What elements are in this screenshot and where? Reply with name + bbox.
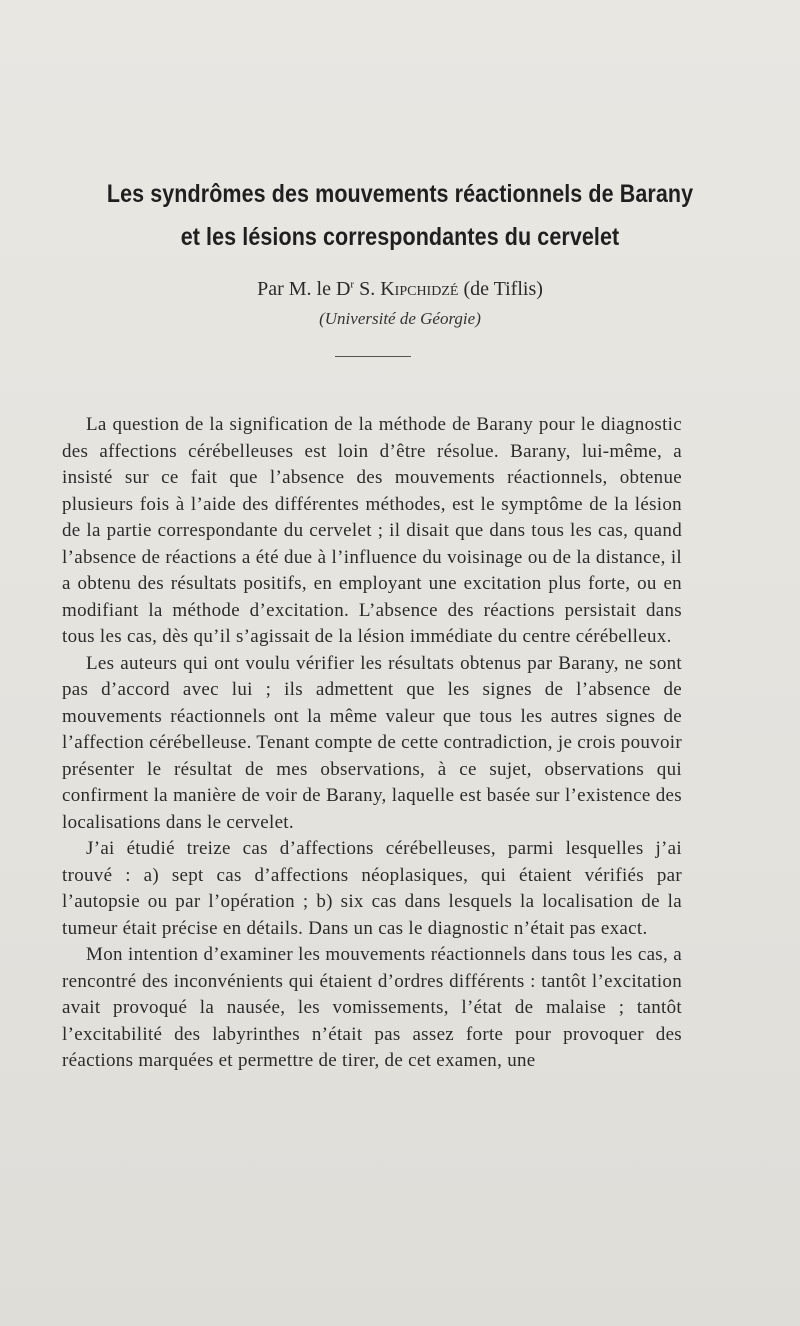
title-separator-rule bbox=[335, 356, 411, 357]
author-place: (de Tiflis) bbox=[463, 278, 543, 300]
article-title-line-2: et les lésions correspondantes du cervelet bbox=[180, 223, 620, 251]
author-line bbox=[0, 278, 800, 301]
body-paragraph: Les auteurs qui ont voulu vérifier les résultats obtenus par Barany, ne sont pas d’accord avec lui ; ils admettent que les signes de l’absence de mouvements réactionnels ont la même valeur que tous les autres signes de l’affection cérébelleuse. Tenant compte de cette contradiction, je crois pouvoir présenter le résultat de mes observations, à ce sujet, observations qui confirment la manière de voir de Barany, laquelle est basée sur l’existence des localisations dans le cervelet. bbox=[62, 652, 682, 833]
article-body bbox=[62, 412, 682, 1075]
author-affiliation: (Université de Géorgie) bbox=[319, 309, 481, 328]
body-paragraph: La question de la signification de la méthode de Barany pour le diagnostic des affections cérébelleuses est loin d’être résolue. Barany, lui-même, a insisté sur ce fait que l’absence des mouvements réactionnels, obtenue plusieurs fois à l’aide des différentes méthodes, est le symptôme de la lésion de la partie correspondante du cervelet ; il disait que dans tous les cas, quand l’absence de réactions a été due à l’influence du voisinage ou de la distance, il a obtenu des résultats positifs, en employant une excitation plus forte, ou en modifiant la méthode d’excitation. L’absence des réactions persistait dans tous les cas, dès qu’il s’agissait de la lésion immédiate du centre cérébelleux. bbox=[62, 414, 682, 647]
author-prefix-superscript: r bbox=[350, 278, 355, 291]
author-initial: S. bbox=[359, 278, 376, 300]
author-name: Kipchidzé bbox=[380, 278, 459, 300]
author-prefix: Par M. le D bbox=[257, 278, 351, 300]
body-paragraph: Mon intention d’examiner les mouvements réactionnels dans tous les cas, a rencontré des inconvénients qui étaient d’ordres différents : tantôt l’excitation avait provoqué la nausée, les vomissements, l’état de malaise ; tantôt l’excitabilité des labyrinthes n’était pas assez forte pour provoquer des réactions marquées et permettre de tirer, de cet examen, une bbox=[62, 944, 682, 1071]
body-paragraph: J’ai étudié treize cas d’affections cérébelleuses, parmi lesquelles j’ai trouvé : a) sept cas d’affections néoplasiques, qui étaient vérifiés par l’autopsie ou par l’opération ; b) six cas dans lesquels la localisation de la tumeur était précise en détails. Dans un cas le diagnostic n’était pas exact. bbox=[62, 838, 682, 939]
article-title-line-1: Les syndrômes des mouvements réactionnels de Barany bbox=[106, 180, 694, 208]
